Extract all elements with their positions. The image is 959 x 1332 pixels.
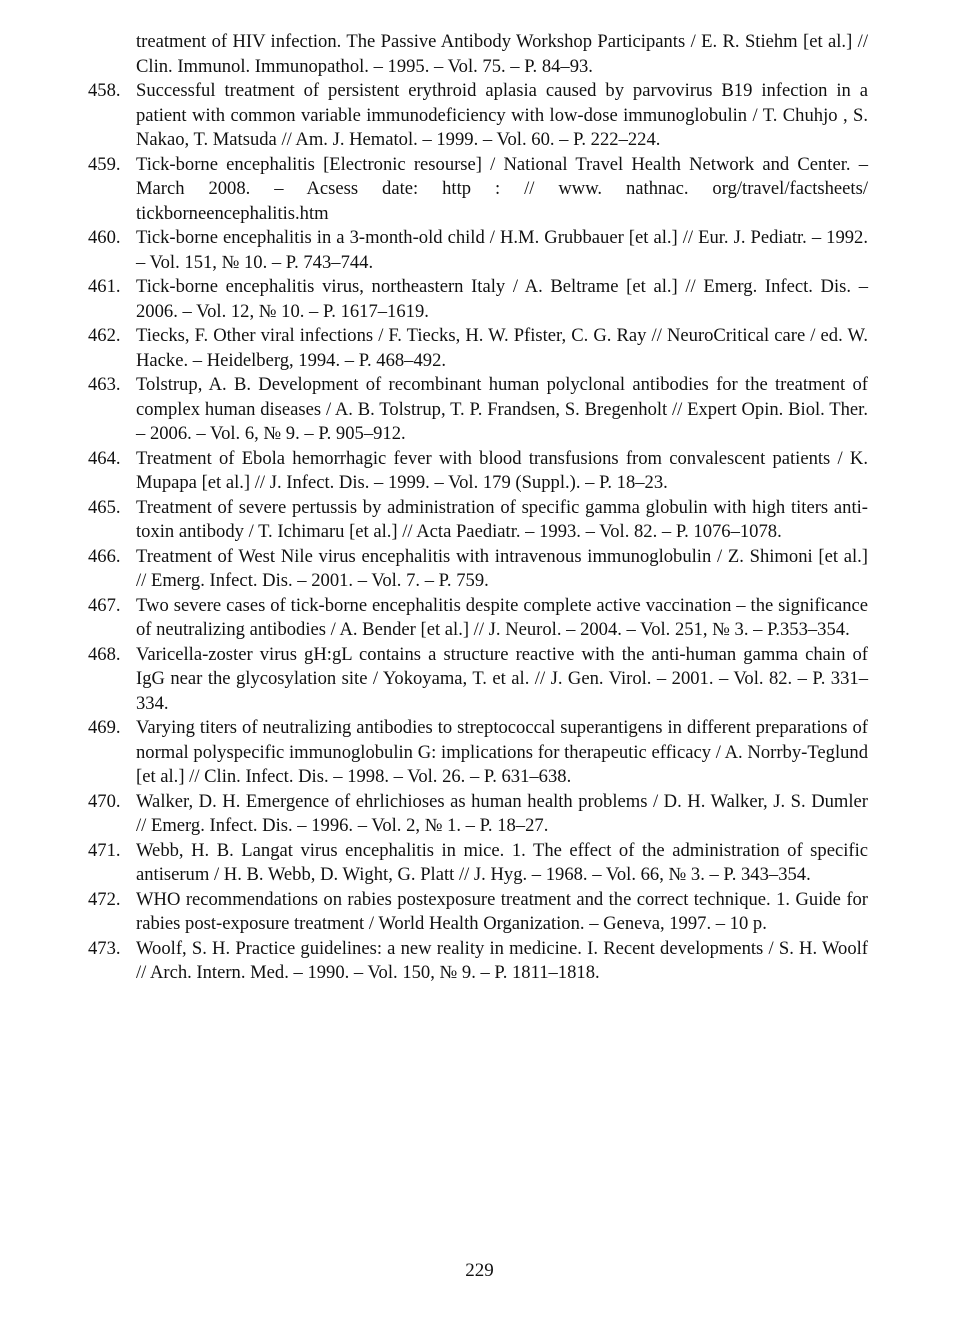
reference-text: Tick-borne encephalitis [Electronic resourse] / National Travel Health Network and Center. – March 2008. – Acsess date: http : // www. nathnac. org/travel/factsheets/ tickborneencephalitis.htm	[136, 153, 868, 224]
reference-number: 458.	[88, 80, 121, 101]
reference-text: Tick-borne encephalitis in a 3-month-old child / H.M. Grubbauer [et al.] // Eur. J. Pediatr. – 1992. – Vol. 151, № 10. – P. 743–744.	[136, 227, 868, 273]
reference-entry	[0, 153, 868, 227]
reference-text: treatment of HIV infection. The Passive Antibody Workshop Participants / E. R. Stiehm [et al.] // Clin. Immunol. Immunopathol. – 1995. – Vol. 75. – P. 84–93.	[136, 31, 868, 77]
reference-text: Woolf, S. H. Practice guidelines: a new reality in medicine. I. Recent developments / S. H. Woolf // Arch. Intern. Med. – 1990. – Vol. 150, № 9. – P. 1811–1818.	[136, 937, 868, 983]
reference-number: 467.	[88, 594, 121, 616]
reference-number: 460.	[88, 227, 121, 248]
reference-number: 465.	[88, 496, 121, 518]
reference-number: 461.	[88, 276, 121, 297]
reference-text: Treatment of severe pertussis by administration of specific gamma globulin with high titers anti-toxin antibody / T. Ichimaru [et al.] // Acta Paediatr. – 1993. – Vol. 82. – P. 1076–1078.	[136, 496, 868, 542]
reference-continuation	[0, 30, 868, 79]
reference-number: 473.	[88, 937, 121, 959]
reference-number: 463.	[88, 374, 121, 395]
reference-text: Walker, D. H. Emergence of ehrlichioses as human health problems / D. H. Walker, J. S. Dumler // Emerg. Infect. Dis. – 1996. – Vol. 2, № 1. – P. 18–27.	[136, 790, 868, 836]
reference-entry	[0, 447, 868, 496]
reference-entry	[0, 790, 868, 839]
reference-list	[0, 30, 959, 986]
reference-text: Treatment of Ebola hemorrhagic fever with blood transfusions from convalescent patients / K. Mupapa [et al.] // J. Infect. Dis. – 1999. – Vol. 179 (Suppl.). – P. 18–23.	[136, 447, 868, 493]
reference-entry	[0, 324, 868, 373]
reference-text: Varicella-zoster virus gH:gL contains a structure reactive with the anti-human gamma chain of IgG near the glycosylation site / Yokoyama, T. et al. // J. Gen. Virol. – 2001. – Vol. 82. – P. 331–334.	[136, 643, 868, 714]
reference-entry	[0, 373, 868, 447]
reference-text: Tick-borne encephalitis virus, northeastern Italy / A. Beltrame [et al.] // Emerg. Infect. Dis. – 2006. – Vol. 12, № 10. – P. 1617–1619.	[136, 276, 868, 322]
reference-entry	[0, 594, 868, 643]
reference-number: 468.	[88, 643, 121, 665]
reference-text: Tiecks, F. Other viral infections / F. Tiecks, H. W. Pfister, C. G. Ray // NeuroCritical care / ed. W. Hacke. – Heidelberg, 1994. – P. 468–492.	[136, 325, 868, 371]
reference-entry	[0, 643, 868, 717]
reference-entries	[0, 79, 959, 986]
reference-text: Webb, H. B. Langat virus encephalitis in mice. 1. The effect of the administration of specific antiserum / H. B. Webb, D. Wight, G. Platt // J. Hyg. – 1968. – Vol. 66, № 3. – P. 343–354.	[136, 839, 868, 885]
reference-entry	[0, 888, 868, 937]
reference-number: 459.	[88, 153, 121, 175]
reference-entry	[0, 275, 868, 324]
reference-number: 464.	[88, 447, 121, 469]
reference-text: Tolstrup, A. B. Development of recombinant human polyclonal antibodies for the treatment of complex human diseases / A. B. Tolstrup, T. P. Frandsen, S. Bregenholt // Expert Opin. Biol. Ther. – 2006. – Vol. 6, № 9. – P. 905–912.	[136, 374, 868, 444]
reference-entry	[0, 839, 868, 888]
reference-number: 472.	[88, 888, 121, 910]
reference-entry	[0, 79, 868, 153]
reference-text: Varying titers of neutralizing antibodies to streptococcal superantigens in different preparations of normal polyspecific immunoglobulin G: implications for therapeutic efficacy / A. Norrby-Teglund [et al.] // Clin. Infect. Dis. – 1998. – Vol. 26. – P. 631–638.	[136, 717, 868, 787]
reference-entry	[0, 937, 868, 986]
reference-number: 469.	[88, 717, 121, 738]
reference-number: 466.	[88, 545, 121, 567]
reference-text: Treatment of West Nile virus encephalitis with intravenous immunoglobulin / Z. Shimoni [et al.] // Emerg. Infect. Dis. – 2001. – Vol. 7. – P. 759.	[136, 545, 868, 591]
reference-entry	[0, 226, 868, 275]
reference-text: Successful treatment of persistent erythroid aplasia caused by parvovirus B19 infection in a patient with common variable immunodeficiency with low-dose immunoglobulin / T. Chuhjo , S. Nakao, T. Matsuda // Am. J. Hematol. – 1999. – Vol. 60. – P. 222–224.	[136, 80, 868, 150]
reference-entry	[0, 496, 868, 545]
reference-entry	[0, 545, 868, 594]
reference-number: 462.	[88, 325, 121, 346]
reference-text: Two severe cases of tick-borne encephalitis despite complete active vaccination – the significance of neutralizing antibodies / A. Bender [et al.] // J. Neurol. – 2004. – Vol. 251, № 3. – P.353–354.	[136, 594, 868, 640]
reference-number: 471.	[88, 839, 121, 861]
reference-entry	[0, 716, 868, 790]
reference-text: WHO recommendations on rabies postexposure treatment and the correct technique. 1. Guide for rabies post-exposure treatment / World Health Organization. – Geneva, 1997. – 10 p.	[136, 888, 868, 934]
page-number: 229	[465, 1260, 494, 1281]
reference-number: 470.	[88, 790, 121, 812]
